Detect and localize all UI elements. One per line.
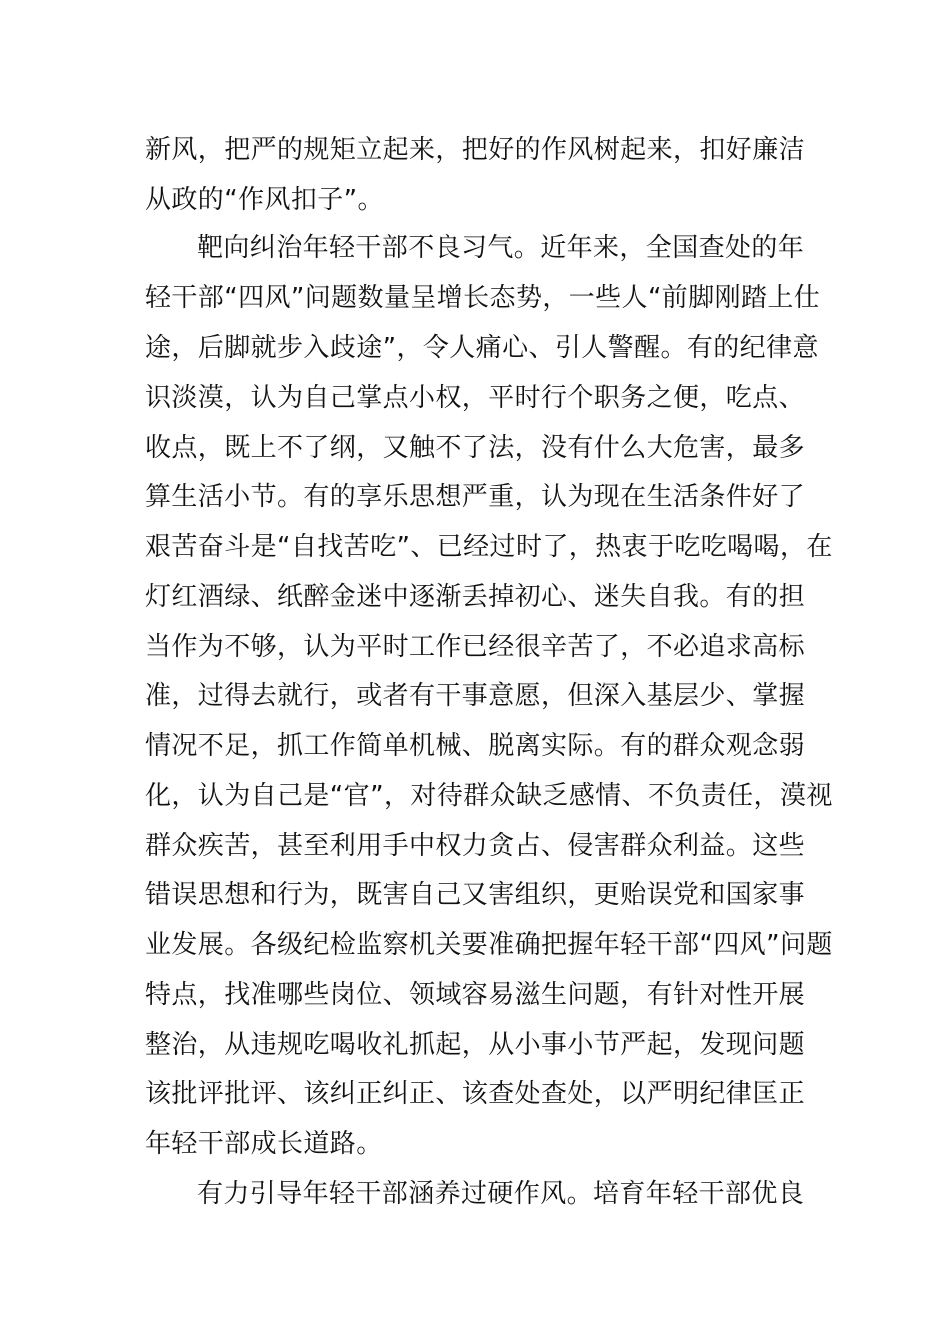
text-line: 整治，从违规吃喝收礼抓起，从小事小节严起，发现问题 [145, 1030, 806, 1060]
text-line: 化，认为自己是“官”，对待群众缺乏感情、不负责任，漠视 [145, 781, 833, 811]
text-line: 错误思想和行为，既害自己又害组织，更贻误党和国家事 [145, 880, 806, 910]
text-line: 轻干部“四风”问题数量呈增长态势，一些人“前脚刚踏上仕 [145, 283, 821, 313]
text-line: 群众疾苦，甚至利用手中权力贪占、侵害群众利益。这些 [145, 831, 806, 861]
text-line: 新风，把严的规矩立起来，把好的作风树起来，扣好廉洁 [145, 135, 806, 165]
paragraph-heading-line: 靶向纠治年轻干部不良习气。近年来，全国查处的年 [197, 233, 805, 263]
text-line: 灯红酒绿、纸醉金迷中逐渐丢掉初心、迷失自我。有的担 [145, 582, 806, 612]
text-line: 业发展。各级纪检监察机关要准确把握年轻干部“四风”问题 [145, 930, 833, 960]
text-line: 途，后脚就步入歧途”，令人痛心、引人警醒。有的纪律意 [145, 333, 819, 363]
text-line: 收点，既上不了纲，又触不了法，没有什么大危害，最多 [145, 433, 806, 463]
text-line: 年轻干部成长道路。 [145, 1129, 383, 1159]
text-line: 算生活小节。有的享乐思想严重，认为现在生活条件好了 [145, 482, 806, 512]
text-line: 当作为不够，认为平时工作已经很辛苦了，不必追求高标 [145, 632, 806, 662]
text-line: 从政的“作风扣子”。 [145, 185, 384, 215]
text-line: 特点，找准哪些岗位、领域容易滋生问题，有针对性开展 [145, 980, 806, 1010]
text-line: 该批评批评、该纠正纠正、该查处查处，以严明纪律匡正 [145, 1079, 806, 1109]
paragraph-heading-line: 有力引导年轻干部涵养过硬作风。培育年轻干部优良 [197, 1179, 805, 1209]
text-line: 情况不足，抓工作简单机械、脱离实际。有的群众观念弱 [145, 731, 806, 761]
text-line: 识淡漠，认为自己掌点小权，平时行个职务之便，吃点、 [145, 383, 806, 413]
text-line: 艰苦奋斗是“自找苦吃”、已经过时了，热衷于吃吃喝喝，在 [145, 532, 833, 562]
text-line: 准，过得去就行，或者有干事意愿，但深入基层少、掌握 [145, 681, 806, 711]
